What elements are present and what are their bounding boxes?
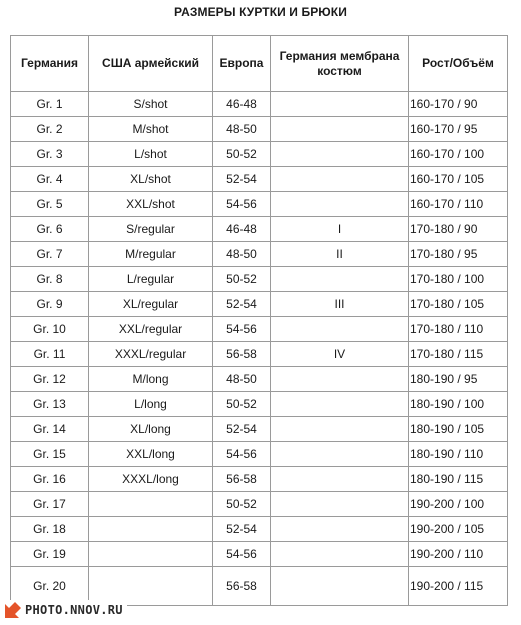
cell-col-europe: 56-58 <box>213 567 271 606</box>
cell-col-membrane <box>271 542 409 567</box>
cell-col-height: 180-190 / 95 <box>409 367 508 392</box>
header-col-membrane: Германия мембрана костюм <box>271 36 409 92</box>
arrow-icon <box>4 601 22 619</box>
cell-col-membrane <box>271 467 409 492</box>
cell-col-membrane <box>271 517 409 542</box>
cell-col-europe: 54-56 <box>213 442 271 467</box>
cell-col-usa: XL/shot <box>89 167 213 192</box>
cell-col-membrane <box>271 417 409 442</box>
cell-col-germany: Gr. 9 <box>11 292 89 317</box>
table-row <box>11 542 508 567</box>
size-table <box>10 35 508 606</box>
cell-col-height: 170-180 / 90 <box>409 217 508 242</box>
cell-col-height: 180-190 / 105 <box>409 417 508 442</box>
cell-col-usa: XXXL/long <box>89 467 213 492</box>
cell-col-europe: 48-50 <box>213 242 271 267</box>
cell-col-europe: 52-54 <box>213 167 271 192</box>
cell-col-germany: Gr. 7 <box>11 242 89 267</box>
cell-col-germany: Gr. 20 <box>11 567 89 606</box>
table-header <box>11 36 508 92</box>
cell-col-germany: Gr. 12 <box>11 367 89 392</box>
table-row <box>11 392 508 417</box>
cell-col-membrane: IV <box>271 342 409 367</box>
cell-col-europe: 50-52 <box>213 492 271 517</box>
cell-col-germany: Gr. 3 <box>11 142 89 167</box>
watermark <box>4 600 127 620</box>
cell-col-europe: 50-52 <box>213 392 271 417</box>
cell-col-height: 190-200 / 115 <box>409 567 508 606</box>
cell-col-membrane <box>271 392 409 417</box>
table-body <box>11 92 508 606</box>
cell-col-germany: Gr. 4 <box>11 167 89 192</box>
cell-col-membrane <box>271 142 409 167</box>
cell-col-germany: Gr. 16 <box>11 467 89 492</box>
cell-col-germany: Gr. 18 <box>11 517 89 542</box>
cell-col-germany: Gr. 1 <box>11 92 89 117</box>
cell-col-europe: 50-52 <box>213 142 271 167</box>
cell-col-europe: 56-58 <box>213 342 271 367</box>
cell-col-membrane: III <box>271 292 409 317</box>
cell-col-europe: 46-48 <box>213 217 271 242</box>
cell-col-height: 170-180 / 105 <box>409 292 508 317</box>
cell-col-usa: XXXL/regular <box>89 342 213 367</box>
cell-col-usa: M/regular <box>89 242 213 267</box>
cell-col-height: 170-180 / 95 <box>409 242 508 267</box>
page-title: РАЗМЕРЫ КУРТКИ И БРЮКИ <box>174 5 347 19</box>
cell-col-germany: Gr. 13 <box>11 392 89 417</box>
cell-col-height: 160-170 / 95 <box>409 117 508 142</box>
table-row <box>11 192 508 217</box>
table-row <box>11 167 508 192</box>
table-row <box>11 242 508 267</box>
cell-col-height: 160-170 / 90 <box>409 92 508 117</box>
table-row <box>11 142 508 167</box>
cell-col-membrane <box>271 492 409 517</box>
cell-col-height: 160-170 / 110 <box>409 192 508 217</box>
header-col-europe: Европа <box>213 36 271 92</box>
cell-col-height: 180-190 / 115 <box>409 467 508 492</box>
cell-col-usa: XXL/regular <box>89 317 213 342</box>
table-row <box>11 342 508 367</box>
cell-col-height: 190-200 / 105 <box>409 517 508 542</box>
cell-col-usa: M/long <box>89 367 213 392</box>
cell-col-germany: Gr. 15 <box>11 442 89 467</box>
cell-col-europe: 52-54 <box>213 517 271 542</box>
cell-col-membrane <box>271 367 409 392</box>
cell-col-europe: 54-56 <box>213 317 271 342</box>
cell-col-usa: L/shot <box>89 142 213 167</box>
cell-col-membrane: II <box>271 242 409 267</box>
cell-col-europe: 48-50 <box>213 367 271 392</box>
cell-col-europe: 48-50 <box>213 117 271 142</box>
cell-col-germany: Gr. 14 <box>11 417 89 442</box>
cell-col-height: 180-190 / 100 <box>409 392 508 417</box>
cell-col-height: 170-180 / 110 <box>409 317 508 342</box>
table-row <box>11 492 508 517</box>
cell-col-membrane <box>271 92 409 117</box>
cell-col-membrane <box>271 267 409 292</box>
cell-col-usa: S/shot <box>89 92 213 117</box>
cell-col-usa <box>89 517 213 542</box>
cell-col-height: 190-200 / 100 <box>409 492 508 517</box>
cell-col-usa: XL/regular <box>89 292 213 317</box>
header-row <box>11 36 508 92</box>
table-row <box>11 417 508 442</box>
table-row <box>11 217 508 242</box>
cell-col-membrane: I <box>271 217 409 242</box>
cell-col-usa: XL/long <box>89 417 213 442</box>
cell-col-usa <box>89 492 213 517</box>
cell-col-germany: Gr. 6 <box>11 217 89 242</box>
cell-col-height: 170-180 / 100 <box>409 267 508 292</box>
cell-col-membrane <box>271 192 409 217</box>
header-col-usa: США армейский <box>89 36 213 92</box>
cell-col-europe: 54-56 <box>213 192 271 217</box>
table-row <box>11 517 508 542</box>
table-row <box>11 267 508 292</box>
cell-col-membrane <box>271 567 409 606</box>
table-row <box>11 292 508 317</box>
cell-col-europe: 56-58 <box>213 467 271 492</box>
cell-col-membrane <box>271 442 409 467</box>
cell-col-europe: 50-52 <box>213 267 271 292</box>
cell-col-usa: L/regular <box>89 267 213 292</box>
table-row <box>11 367 508 392</box>
header-col-germany: Германия <box>11 36 89 92</box>
cell-col-europe: 52-54 <box>213 417 271 442</box>
cell-col-membrane <box>271 117 409 142</box>
cell-col-height: 170-180 / 115 <box>409 342 508 367</box>
cell-col-germany: Gr. 2 <box>11 117 89 142</box>
cell-col-height: 190-200 / 110 <box>409 542 508 567</box>
table-row <box>11 317 508 342</box>
header-col-height: Рост/Объём <box>409 36 508 92</box>
cell-col-membrane <box>271 317 409 342</box>
watermark-text: PHOTO.NNOV.RU <box>25 603 123 617</box>
table-row <box>11 442 508 467</box>
cell-col-usa: S/regular <box>89 217 213 242</box>
cell-col-height: 160-170 / 105 <box>409 167 508 192</box>
cell-col-europe: 46-48 <box>213 92 271 117</box>
cell-col-europe: 54-56 <box>213 542 271 567</box>
cell-col-germany: Gr. 5 <box>11 192 89 217</box>
cell-col-germany: Gr. 8 <box>11 267 89 292</box>
table-row <box>11 92 508 117</box>
cell-col-height: 180-190 / 110 <box>409 442 508 467</box>
cell-col-usa: M/shot <box>89 117 213 142</box>
cell-col-usa: L/long <box>89 392 213 417</box>
cell-col-usa <box>89 542 213 567</box>
cell-col-germany: Gr. 11 <box>11 342 89 367</box>
cell-col-germany: Gr. 17 <box>11 492 89 517</box>
cell-col-usa: XXL/shot <box>89 192 213 217</box>
cell-col-height: 160-170 / 100 <box>409 142 508 167</box>
cell-col-usa: XXL/long <box>89 442 213 467</box>
table-row <box>11 467 508 492</box>
table-row <box>11 117 508 142</box>
cell-col-europe: 52-54 <box>213 292 271 317</box>
cell-col-membrane <box>271 167 409 192</box>
cell-col-germany: Gr. 10 <box>11 317 89 342</box>
cell-col-germany: Gr. 19 <box>11 542 89 567</box>
